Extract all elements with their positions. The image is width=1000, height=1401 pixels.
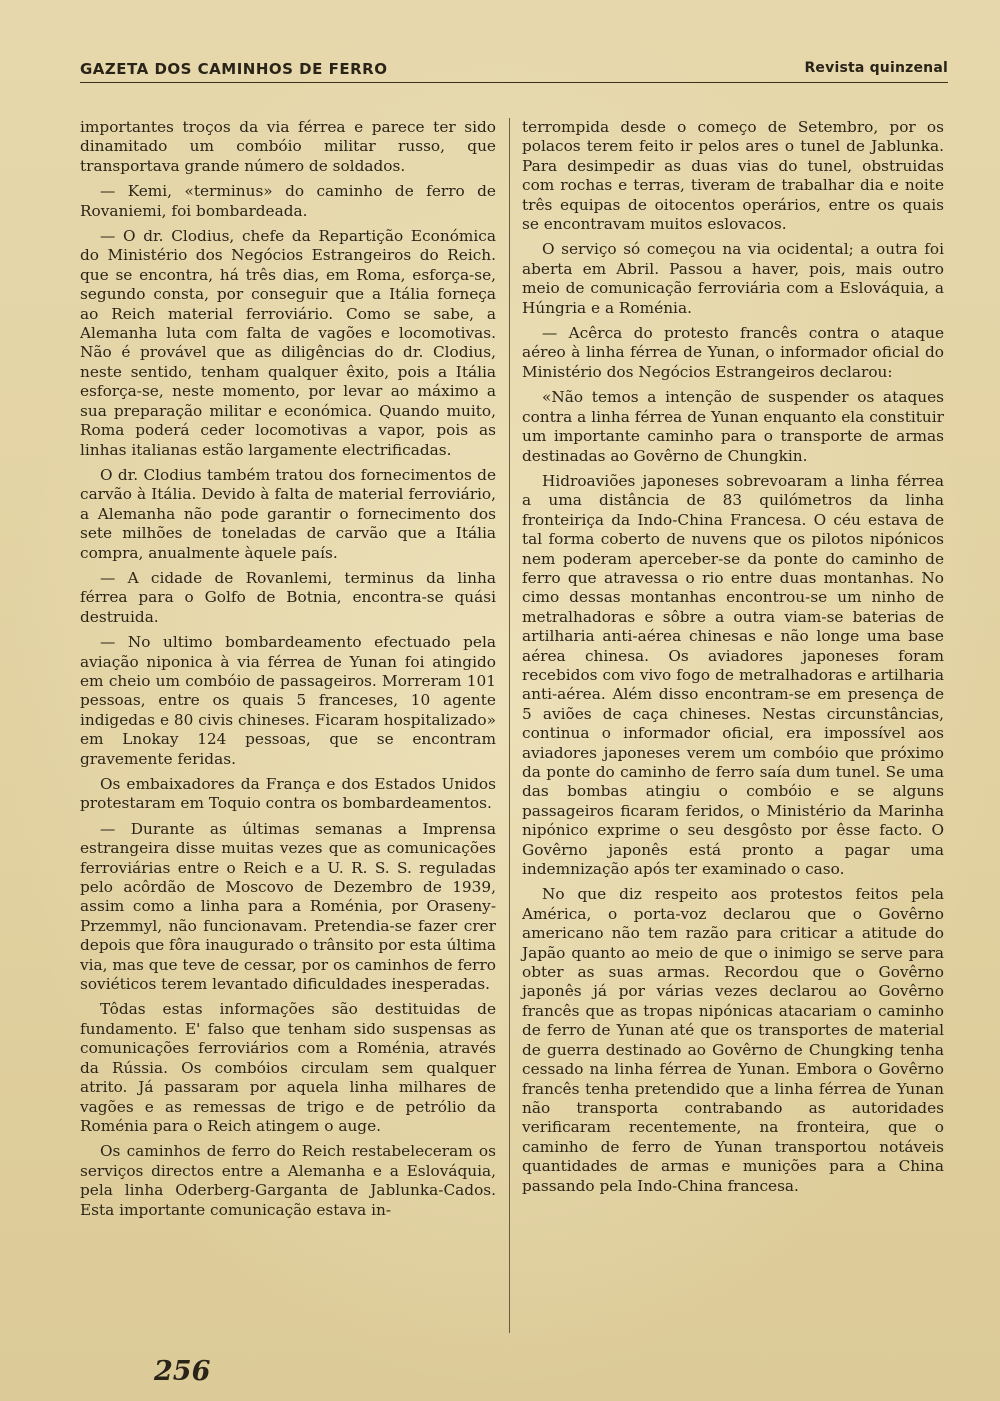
left-column: [80, 118, 496, 1226]
paragraph: No que diz respeito aos protestos feitos pela América, o porta-voz declarou que o Govêrno americano não tem razão para criticar a atitude do Japão quanto ao meio de que o inimigo se serve para obter as suas armas. Recordou que o Govêrno japonês já por várias vezes declarou ao Govêrno francês que as tropas nipónicas atacariam o caminho de ferro de Yunan até que os transportes de material de guerra destinado ao Govêrno de Chungking tenha cessado na linha férrea de Yunan. Embora o Govêrno francês tenha pretendido que a linha férrea de Yunan não transporta contrabando as autoridades verificaram recentemente, na fronteira, que o caminho de ferro de Yunan transportou notáveis quantidades de armas e munições para a China passando pela Indo-China francesa.: [522, 885, 944, 1195]
column-divider: [509, 118, 510, 1333]
paragraph: Hidroaviões japoneses sobrevoaram a linha férrea a uma distância de 83 quilómetros da linha fronteiriça da Indo-China Francesa. O céu estava de tal forma coberto de nuvens que os pilotos nipónicos nem poderam aperceber-se da ponte do caminho de ferro que atravessa o rio entre duas montanhas. No cimo dessas montanhas encontrou-se um ninho de metralhadoras e sôbre a outra viam-se baterias de artilharia anti-aérea chinesas e não longe uma base aérea chinesa. Os aviadores japoneses foram recebidos com vivo fogo de metralhadoras e artilharia anti-aérea. Além disso encontram-se em presença de 5 aviões de caça chineses. Nestas circunstâncias, continua o informador oficial, era impossível aos aviadores japoneses verem um combóio que próximo da ponte do caminho de ferro saía dum tunel. Se uma das bombas atingiu o combóio e se alguns passageiros ficaram feridos, o Ministério da Marinha nipónico exprime o seu desgôsto por êsse facto. O Govêrno japonês está pronto a pagar uma indemnização após ter examinado o caso.: [522, 471, 944, 879]
paragraph: O serviço só começou na via ocidental; a outra foi aberta em Abril. Passou a haver, pois, mais outro meio de comunicação ferroviária com a Eslováquia, a Húngria e a Roménia.: [522, 240, 944, 317]
paragraph: — No ultimo bombardeamento efectuado pela aviação niponica à via férrea de Yunan foi atingido em cheio um combóio de passageiros. Morreram 101 pessoas, entre os quais 5 franceses, 10 agente indigedas e 80 civis chineses. Ficaram hospitalizado» em Lnokay 124 pessoas, que se encontram gravemente feridas.: [80, 633, 496, 768]
paragraph: «Não temos a intenção de suspender os ataques contra a linha férrea de Yunan enquanto ela constituir um importante caminho para o transporte de armas destinadas ao Govêrno de Chungkin.: [522, 388, 944, 465]
right-column: [522, 118, 944, 1202]
paragraph: Tôdas estas informações são destituidas de fundamento. E' falso que tenham sido suspensas as comunicações ferroviários com a Roménia, através da Rússia. Os combóios circulam sem qualquer atrito. Já passaram por aquela linha milhares de vagões e as remessas de trigo e de petrólio da Roménia para o Reich atingem o auge.: [80, 1000, 496, 1135]
paragraph: — Durante as últimas semanas a Imprensa estrangeira disse muitas vezes que as comunicações ferroviárias entre o Reich e a U. R. S. S. reguladas pelo acôrdão de Moscovo de Dezembro de 1939, assim como a linha para a Roménia, por Oraseny-Przemmyl, não funcionavam. Pretendia-se fazer crer depois que fôra inaugurado o trânsito por esta última via, mas que teve de cessar, por os caminhos de ferro soviéticos terem levantado dificuldades inesperadas.: [80, 819, 496, 994]
publication-subtitle: Revista quinzenal: [804, 60, 948, 76]
paragraph: Os embaixadores da França e dos Estados Unidos protestaram em Toquio contra os bombardeamentos.: [80, 775, 496, 813]
paragraph: — A cidade de Rovanlemi, terminus da linha férrea para o Golfo de Botnia, encontra-se quási destruida.: [80, 568, 496, 626]
paragraph: terrompida desde o começo de Setembro, por os polacos terem feito ir pelos ares o tunel de Jablunka. Para desimpedir as duas vias do tunel, obstruidas com rochas e terras, tiveram de trabalhar dia e noite três equipas de oitocentos operários, entre os quais se encontravam muitos eslovacos.: [522, 118, 944, 234]
paragraph: importantes troços da via férrea e parece ter sido dinamitado um combóio militar russo, que transportava grande número de soldados.: [80, 118, 496, 175]
page-number: 256: [154, 1356, 211, 1387]
header-rule: [80, 82, 948, 83]
paragraph: — Acêrca do protesto francês contra o ataque aéreo à linha férrea de Yunan, o informador oficial do Ministério dos Negócios Estrangeiros declarou:: [522, 324, 944, 381]
paragraph: O dr. Clodius também tratou dos fornecimentos de carvão à Itália. Devido à falta de material ferroviário, a Alemanha não pode garantir o fornecimento dos sete milhões de toneladas de carvão que a Itália compra, anualmente àquele país.: [80, 465, 496, 562]
paragraph: — O dr. Clodius, chefe da Repartição Económica do Ministério dos Negócios Estrangeiros do Reich. que se encontra, há três dias, em Roma, esforça-se, segundo consta, por conseguir que a Itália forneça ao Reich material ferroviário. Como se sabe, a Alemanha luta com falta de vagões e locomotivas. Não é provável que as diligências do dr. Clodius, neste sentido, tenham qualquer êxito, pois a Itália esforça-se, neste momento, por levar ao máximo a sua preparação militar e económica. Quando muito, Roma poderá ceder locomotivas a vapor, pois as linhas italianas estão largamente electrificadas.: [80, 227, 496, 459]
publication-title: GAZETA DOS CAMINHOS DE FERRO: [80, 60, 388, 78]
paragraph: — Kemi, «terminus» do caminho de ferro de Rovaniemi, foi bombardeada.: [80, 182, 496, 220]
paragraph: Os caminhos de ferro do Reich restabeleceram os serviços directos entre a Alemanha e a Eslováquia, pela linha Oderberg-Garganta de Jablunka-Cados. Esta importante comunicação estava in-: [80, 1142, 496, 1219]
